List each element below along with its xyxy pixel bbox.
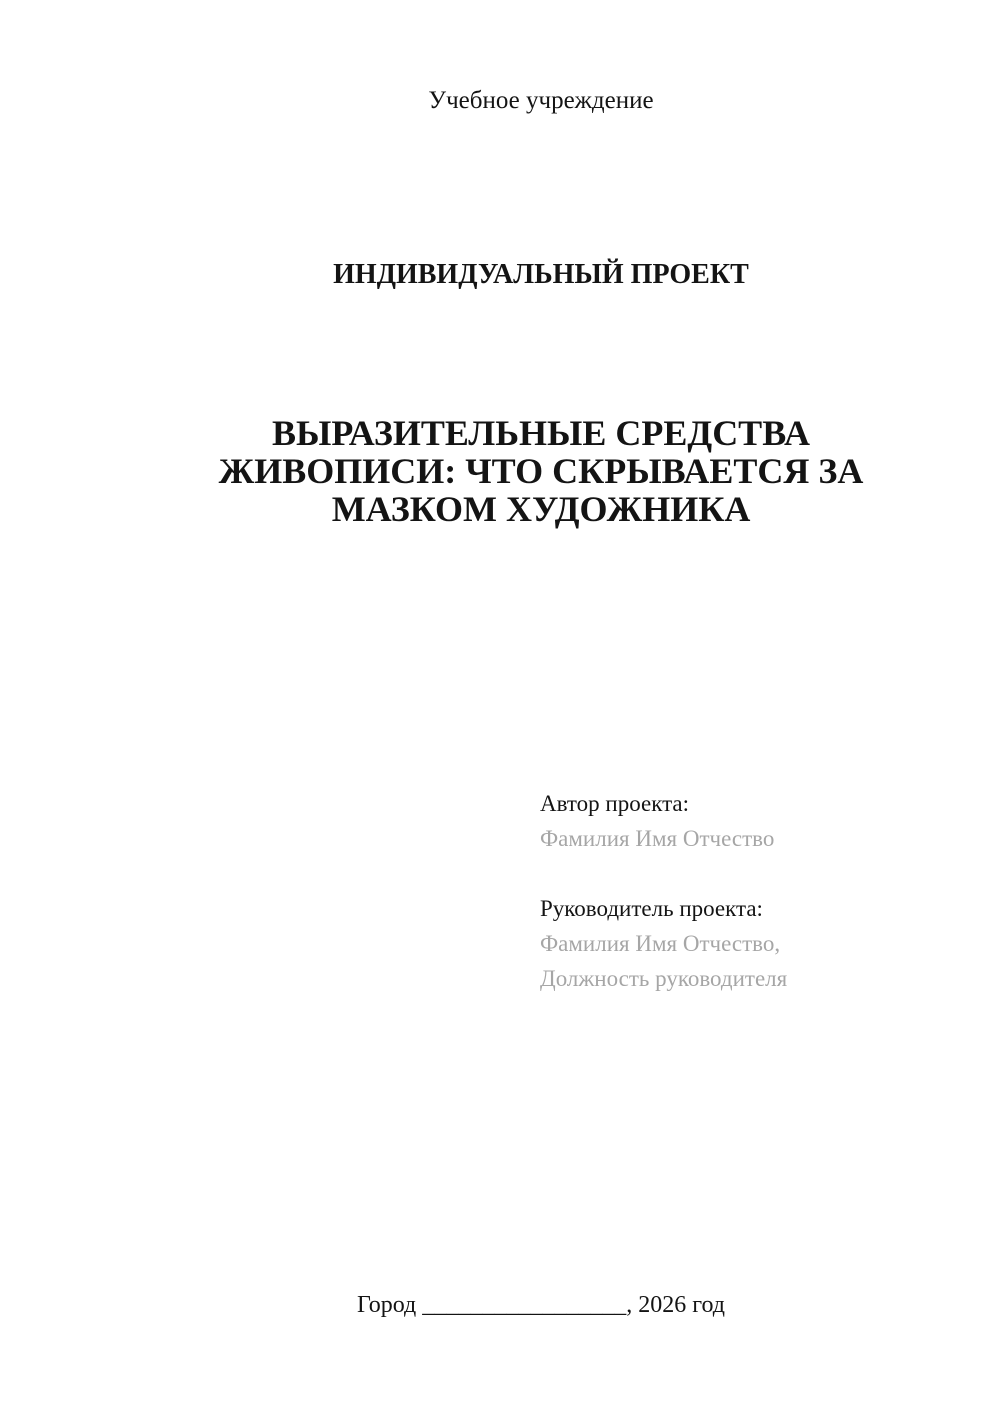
supervisor-position-placeholder: Должность руководителя — [540, 966, 788, 991]
supervisor-group — [540, 891, 787, 996]
author-label: Автор проекта: — [540, 791, 689, 816]
project-title — [146, 414, 936, 528]
project-title-line-3: МАЗКОМ ХУДОЖНИКА — [331, 489, 751, 529]
document-type-heading: ИНДИВИДУАЛЬНЫЙ ПРОЕКТ — [333, 259, 749, 290]
project-title-line-1: ВЫРАЗИТЕЛЬНЫЕ СРЕДСТВА — [272, 413, 810, 453]
supervisor-name-placeholder: Фамилия Имя Отчество, — [540, 931, 781, 956]
supervisor-label: Руководитель проекта: — [540, 896, 763, 921]
author-name-placeholder: Фамилия Имя Отчество — [540, 826, 775, 851]
institution-name: Учебное учреждение — [428, 87, 654, 114]
credits-block — [540, 786, 787, 996]
project-title-line-2: ЖИВОПИСИ: ЧТО СКРЫВАЕТСЯ ЗА — [218, 451, 864, 491]
author-group — [540, 786, 787, 856]
city-year-line: Город _________________, 2026 год — [356, 1292, 726, 1318]
